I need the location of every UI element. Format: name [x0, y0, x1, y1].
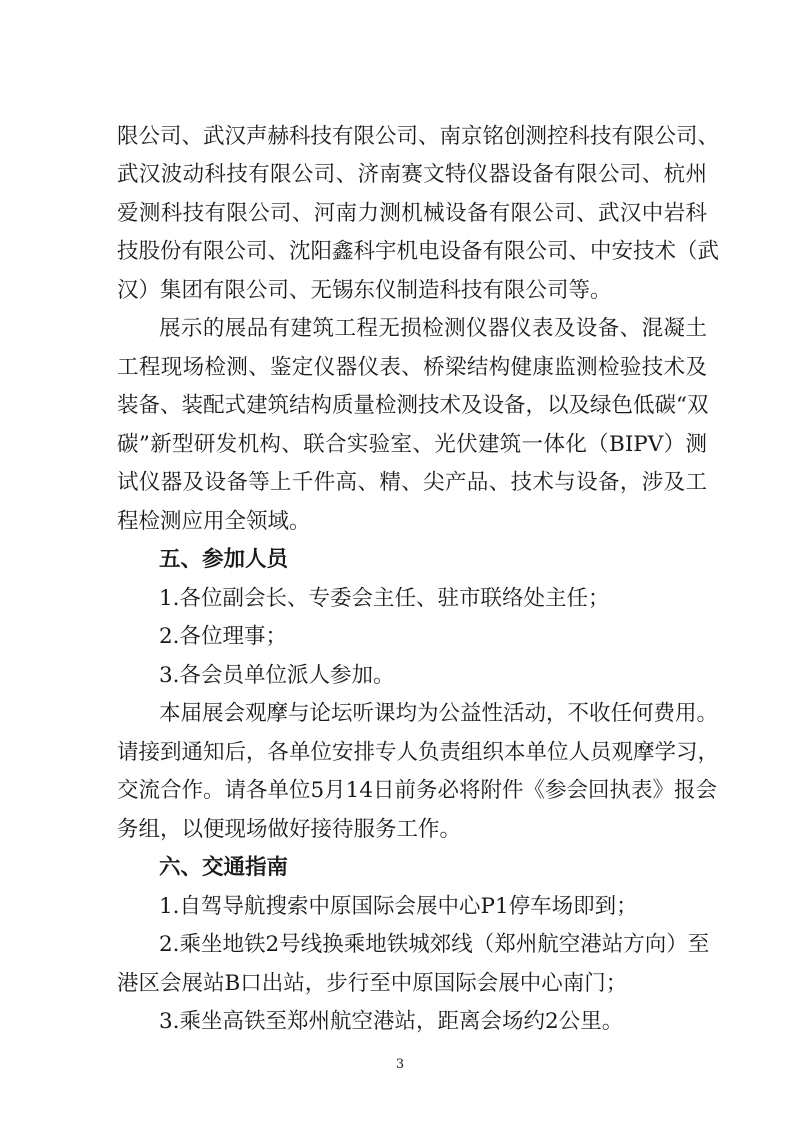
list-item: 1.各位副会长、专委会主任、驻市联络处主任； — [159, 586, 610, 611]
paragraph-line: 技股份有限公司、沈阳鑫科宇机电设备有限公司、中安技术（武 — [117, 239, 720, 264]
page-number: 3 — [395, 1057, 405, 1072]
section-heading: 五、参加人员 — [159, 547, 289, 572]
list-item: 2.乘坐地铁2号线换乘地铁城郊线（郑州航空港站方向）至 — [159, 932, 710, 957]
paragraph-line: 请接到通知后，各单位安排专人负责组织本单位人员观摩学习， — [117, 740, 720, 765]
list-item: 3.各会员单位派人参加。 — [159, 663, 395, 688]
paragraph-line: 爱测科技有限公司、河南力测机械设备有限公司、武汉中岩科 — [117, 201, 707, 226]
paragraph-line: 务组，以便现场做好接待服务工作。 — [117, 817, 462, 842]
paragraph-line: 汉）集团有限公司、无锡东仪制造科技有限公司等。 — [117, 278, 612, 303]
list-item: 1.自驾导航搜索中原国际会展中心P1停车场即到； — [159, 894, 638, 919]
paragraph-line: 武汉波动科技有限公司、济南赛文特仪器设备有限公司、杭州 — [117, 162, 707, 187]
paragraph-line: 碳”新型研发机构、联合实验室、光伏建筑一体化（BIPV）测 — [117, 432, 707, 457]
paragraph-line: 展示的展品有建筑工程无损检测仪器仪表及设备、混凝土 — [159, 316, 707, 341]
paragraph-line: 试仪器及设备等上千件高、精、尖产品、技术与设备，涉及工 — [117, 470, 707, 495]
paragraph-line: 程检测应用全领域。 — [117, 509, 311, 534]
list-item: 2.各位理事； — [159, 624, 288, 649]
paragraph-line: 交流合作。请各单位5月14日前务必将附件《参会回执表》报会 — [117, 778, 718, 803]
paragraph-line: 装备、装配式建筑结构质量检测技术及设备，以及绿色低碳“双 — [117, 393, 709, 418]
paragraph-line: 限公司、武汉声赫科技有限公司、南京铭创测控科技有限公司、 — [117, 124, 720, 149]
paragraph-line: 本届展会观摩与论坛听课均为公益性活动，不收任何费用。 — [159, 701, 719, 726]
paragraph-line: 工程现场检测、鉴定仪器仪表、桥梁结构健康监测检验技术及 — [117, 355, 707, 380]
list-item-continuation: 港区会展站B口出站，步行至中原国际会展中心南门； — [117, 971, 628, 996]
list-item: 3.乘坐高铁至郑州航空港站，距离会场约2公里。 — [159, 1009, 624, 1034]
section-heading: 六、交通指南 — [159, 855, 289, 880]
